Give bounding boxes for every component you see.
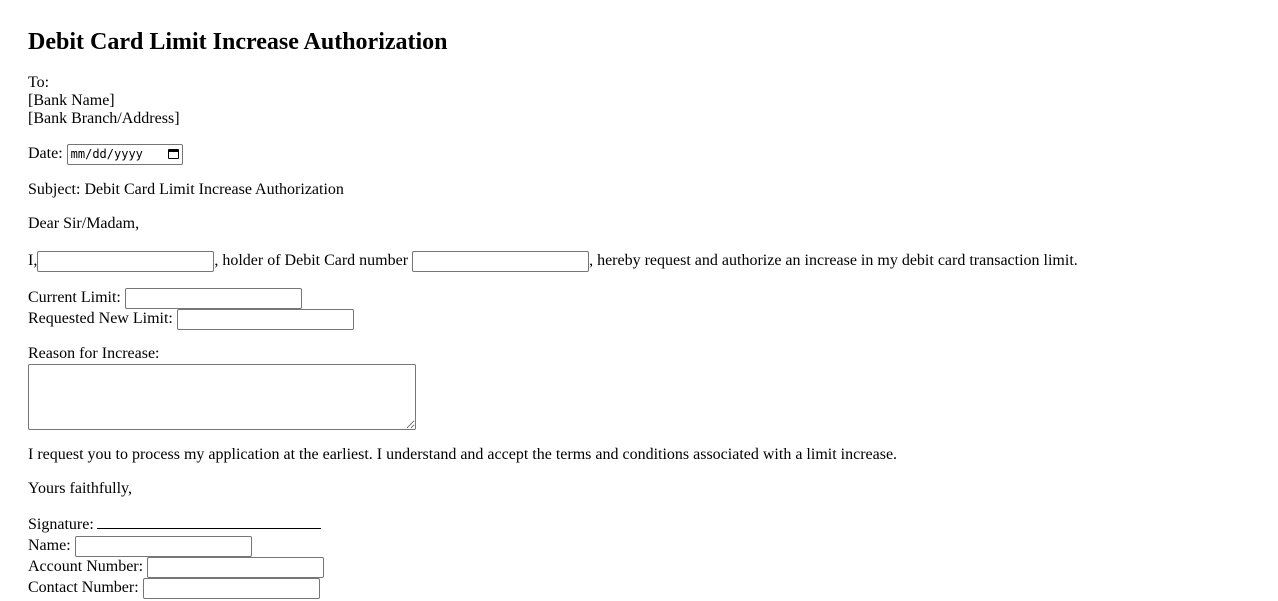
contact-number-input[interactable]	[143, 578, 320, 599]
to-label: To:	[28, 74, 50, 91]
signature-line	[97, 514, 321, 529]
salutation: Dear Sir/Madam,	[28, 215, 140, 232]
date-row	[28, 144, 1250, 165]
signature-block	[28, 514, 1250, 598]
date-input[interactable]	[67, 144, 183, 165]
name-row	[28, 535, 1250, 556]
closing-statement: I request you to process my application at the earliest. I understand and accept the terms and conditions associated with a limit increase.	[28, 446, 898, 463]
account-number-row	[28, 556, 1250, 577]
calendar-icon[interactable]	[168, 149, 179, 159]
name-input[interactable]	[75, 536, 252, 557]
sign-off: Yours faithfully,	[28, 480, 133, 497]
subject-line: Subject: Debit Card Limit Increase Authorization	[28, 181, 344, 198]
request-middle: , holder of Debit Card number	[214, 252, 409, 269]
contact-number-row	[28, 577, 1250, 598]
current-limit-label: Current Limit:	[28, 289, 121, 306]
limits-block	[28, 287, 1250, 329]
current-limit-row	[28, 287, 1250, 308]
account-number-input[interactable]	[147, 557, 324, 578]
bank-branch: [Bank Branch/Address]	[28, 110, 180, 127]
bank-name: [Bank Name]	[28, 92, 115, 109]
reason-block	[28, 345, 1250, 430]
request-prefix: I,	[28, 252, 38, 269]
card-number-input[interactable]	[412, 251, 589, 272]
date-label: Date:	[28, 145, 63, 163]
requested-limit-row	[28, 308, 1250, 329]
reason-textarea[interactable]	[28, 364, 416, 430]
current-limit-input[interactable]	[125, 288, 302, 309]
signature-label: Signature:	[28, 516, 94, 533]
request-suffix: , hereby request and authorize an increase in my debit card transaction limit.	[589, 252, 1078, 269]
holder-name-input[interactable]	[37, 251, 214, 272]
contact-number-label: Contact Number:	[28, 579, 139, 596]
requested-limit-label: Requested New Limit:	[28, 310, 173, 327]
request-statement	[28, 249, 1250, 273]
requested-limit-input[interactable]	[177, 309, 354, 330]
account-number-label: Account Number:	[28, 558, 144, 575]
page-title: Debit Card Limit Increase Authorization	[28, 29, 448, 55]
date-placeholder: mm/dd/yyyy	[70, 147, 143, 161]
reason-label: Reason for Increase:	[28, 345, 160, 362]
signature-row	[28, 514, 1250, 535]
name-label: Name:	[28, 537, 71, 554]
